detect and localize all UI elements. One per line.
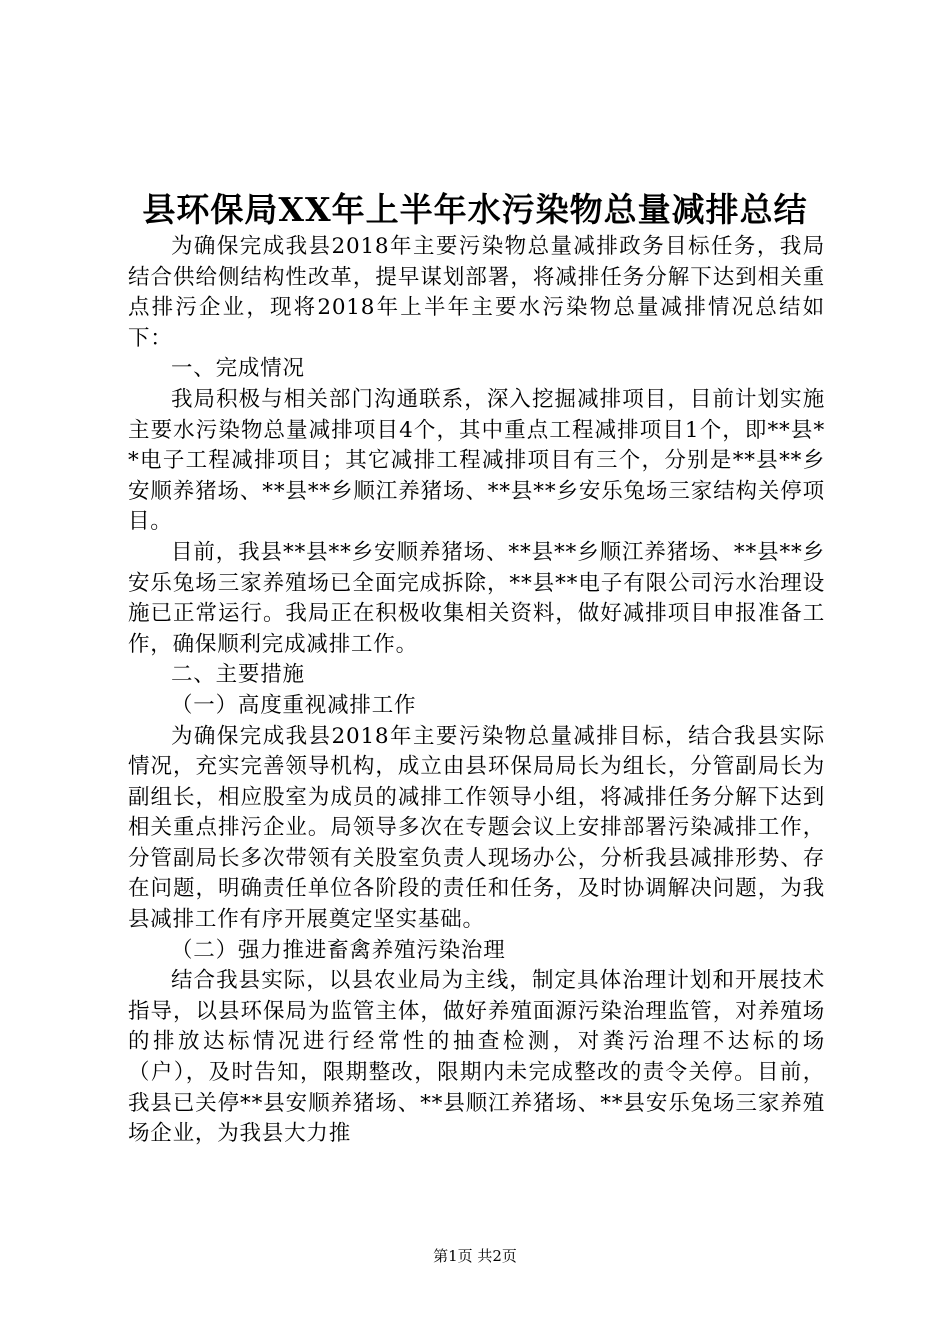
subsection2-heading: （二）强力推进畜禽养殖污染治理 [171, 937, 506, 963]
section1-heading: 一、完成情况 [171, 356, 305, 382]
subsection2-paragraph: 结合我县实际，以县农业局为主线，制定具体治理计划和开展技术指导，以县环保局为监管主体，做好养殖面源污染治理监管，对养殖场的排放达标情况进行经常性的抽查检测，对粪污治理不达标的场（户），及时告知，限期整改，限期内未完成整改的责令关停。目前，我县已关停**县安顺养猪场、**县顺江养猪场、**县安乐兔场三家养殖场企业，为我县大力推 [128, 968, 825, 1147]
intro-paragraph: 为确保完成我县2018年主要污染物总量减排政务目标任务，我局结合供给侧结构性改革，提早谋划部署，将减排任务分解下达到相关重点排污企业，现将2018年上半年主要水污染物总量减排情况总结如下： [128, 234, 825, 351]
document-body [128, 232, 825, 1150]
section2-heading: 二、主要措施 [171, 662, 305, 688]
subsection1-heading: （一）高度重视减排工作 [171, 692, 417, 718]
subsection1-paragraph: 为确保完成我县2018年主要污染物总量减排目标，结合我县实际情况，充实完善领导机构，成立由县环保局局长为组长，分管副局长为副组长，相应股室为成员的减排工作领导小组，将减排任务分解下达到相关重点排污企业。局领导多次在专题会议上安排部署污染减排工作，分管副局长多次带领有关股室负责人现场办公，分析我县减排形势、存在问题，明确责任单位各阶段的责任和任务，及时协调解决问题，为我县减排工作有序开展奠定坚实基础。 [128, 723, 825, 933]
page-footer: 第1页 共2页 [433, 1247, 517, 1265]
section1-paragraph-2: 目前，我县**县**乡安顺养猪场、**县**乡顺江养猪场、**县**乡安乐兔场三家养殖场已全面完成拆除，**县**电子有限公司污水治理设施已正常运行。我局正在积极收集相关资料，做好减排项目申报准备工作，确保顺利完成减排工作。 [128, 539, 825, 657]
document-title: 县环保局XX年上半年水污染物总量减排总结 [142, 190, 808, 229]
section1-paragraph-1: 我局积极与相关部门沟通联系，深入挖掘减排项目，目前计划实施主要水污染物总量减排项目4个，其中重点工程减排项目1个，即**县**电子工程减排项目；其它减排工程减排项目有三个，分别是**县**乡安顺养猪场、**县**乡顺江养猪场、**县**乡安乐兔场三家结构关停项目。 [128, 386, 825, 535]
